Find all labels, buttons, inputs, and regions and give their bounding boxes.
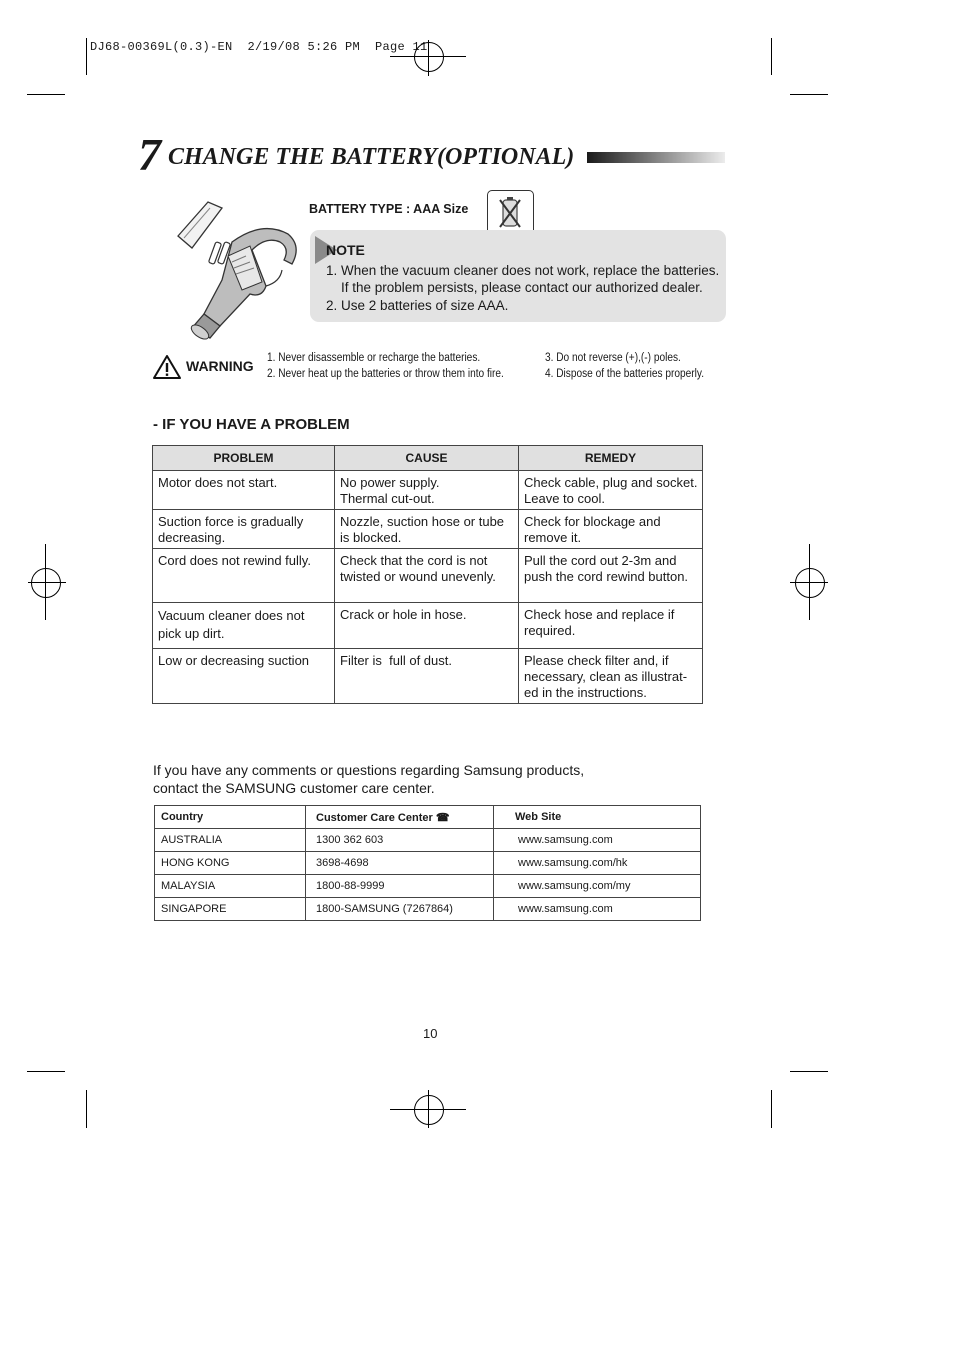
warning-triangle-icon bbox=[152, 354, 182, 380]
problem-cell: Cord does not rewind fully. bbox=[153, 549, 335, 603]
note-label: NOTE bbox=[326, 242, 365, 258]
country-cell: MALAYSIA bbox=[155, 875, 306, 898]
phone-cell: 1800-SAMSUNG (7267864) bbox=[306, 898, 494, 921]
website-cell: www.samsung.com/hk bbox=[494, 852, 701, 875]
note-item: 2. Use 2 batteries of size AAA. bbox=[326, 298, 509, 313]
title-gradient-bar bbox=[587, 152, 725, 163]
remedy-cell: Please check filter and, if necessary, clean as illustrat-ed in the instructions. bbox=[519, 649, 703, 704]
remote-handle-illustration bbox=[170, 198, 305, 340]
table-header-row bbox=[153, 446, 703, 471]
table-header-row bbox=[155, 806, 701, 829]
table-row bbox=[153, 649, 703, 704]
column-header: PROBLEM bbox=[153, 446, 335, 471]
contact-intro-line: If you have any comments or questions regarding Samsung products, bbox=[153, 762, 585, 778]
website-cell: www.samsung.com/my bbox=[494, 875, 701, 898]
section-number: 7 bbox=[138, 129, 161, 180]
note-item: If the problem persists, please contact our authorized dealer. bbox=[341, 280, 703, 295]
warning-item: 1. Never disassemble or recharge the batteries. bbox=[267, 352, 481, 364]
crop-mark bbox=[86, 38, 87, 75]
crop-mark bbox=[86, 1090, 87, 1128]
problem-cell: Motor does not start. bbox=[153, 471, 335, 510]
print-header: DJ68-00369L(0.3)-EN 2/19/08 5:26 PM Page 11 bbox=[90, 40, 428, 54]
country-cell: HONG KONG bbox=[155, 852, 306, 875]
column-header: Web Site bbox=[494, 806, 701, 829]
column-header: CAUSE bbox=[335, 446, 519, 471]
page-title: CHANGE THE BATTERY(OPTIONAL) bbox=[168, 144, 575, 170]
crop-mark bbox=[771, 1090, 772, 1128]
note-item: 1. When the vacuum cleaner does not work, replace the batteries. bbox=[326, 263, 720, 278]
column-header: REMEDY bbox=[519, 446, 703, 471]
table-row bbox=[155, 898, 701, 921]
troubleshooting-table bbox=[152, 445, 703, 704]
country-cell: AUSTRALIA bbox=[155, 829, 306, 852]
warning-item: 3. Do not reverse (+),(-) poles. bbox=[545, 352, 681, 364]
warning-item: 2. Never heat up the batteries or throw them into fire. bbox=[267, 368, 504, 380]
table-row bbox=[153, 603, 703, 649]
table-row bbox=[153, 549, 703, 603]
crop-mark bbox=[771, 38, 772, 75]
contact-intro bbox=[153, 761, 584, 797]
problem-cell: Low or decreasing suction bbox=[153, 649, 335, 704]
table-row bbox=[155, 829, 701, 852]
table-row bbox=[155, 852, 701, 875]
crop-mark bbox=[790, 1071, 828, 1072]
column-header: Customer Care Center ☎ bbox=[306, 806, 494, 829]
contact-intro-line: contact the SAMSUNG customer care center. bbox=[153, 780, 435, 796]
table-row bbox=[153, 471, 703, 510]
crop-mark bbox=[27, 1071, 65, 1072]
table-row bbox=[155, 875, 701, 898]
remedy-cell: Check hose and replace if required. bbox=[519, 603, 703, 649]
problem-cell: Suction force is gradually decreasing. bbox=[153, 510, 335, 549]
remedy-cell: Check cable, plug and socket. Leave to cool. bbox=[519, 471, 703, 510]
table-row bbox=[153, 510, 703, 549]
column-header: Country bbox=[155, 806, 306, 829]
phone-cell: 1300 362 603 bbox=[306, 829, 494, 852]
cause-cell: Check that the cord is not twisted or wound unevenly. bbox=[335, 549, 519, 603]
cause-cell: No power supply. Thermal cut-out. bbox=[335, 471, 519, 510]
cause-cell: Nozzle, suction hose or tube is blocked. bbox=[335, 510, 519, 549]
phone-cell: 3698-4698 bbox=[306, 852, 494, 875]
remedy-cell: Pull the cord out 2-3m and push the cord rewind button. bbox=[519, 549, 703, 603]
warning-item: 4. Dispose of the batteries properly. bbox=[545, 368, 705, 380]
crop-mark bbox=[790, 94, 828, 95]
country-cell: SINGAPORE bbox=[155, 898, 306, 921]
battery-type-label: BATTERY TYPE : AAA Size bbox=[309, 202, 469, 216]
problem-cell: Vacuum cleaner does not pick up dirt. bbox=[153, 603, 335, 649]
website-cell: www.samsung.com bbox=[494, 829, 701, 852]
website-cell: www.samsung.com bbox=[494, 898, 701, 921]
remedy-cell: Check for blockage and remove it. bbox=[519, 510, 703, 549]
crop-mark bbox=[27, 94, 65, 95]
phone-cell: 1800-88-9999 bbox=[306, 875, 494, 898]
cause-cell: Crack or hole in hose. bbox=[335, 603, 519, 649]
cause-cell: Filter is full of dust. bbox=[335, 649, 519, 704]
contact-table bbox=[154, 805, 701, 921]
problem-section-title: - IF YOU HAVE A PROBLEM bbox=[153, 416, 350, 433]
warning-label: WARNING bbox=[186, 358, 254, 374]
page-number: 10 bbox=[423, 1026, 438, 1041]
